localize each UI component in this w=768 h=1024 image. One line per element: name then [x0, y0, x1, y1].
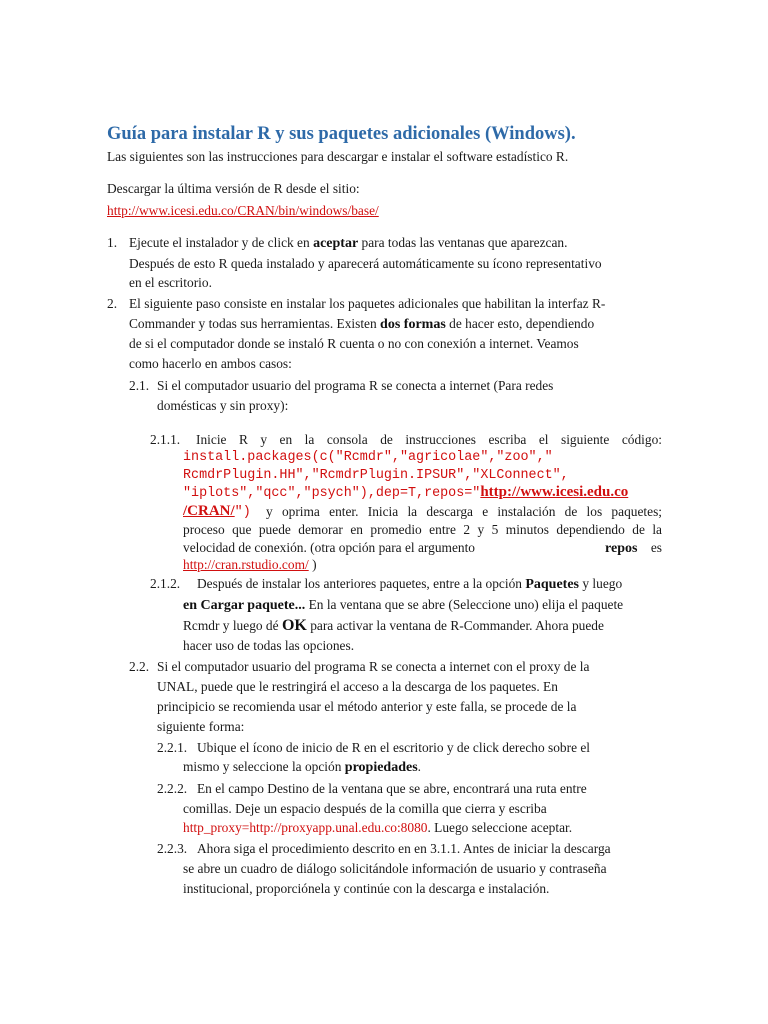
s211-line5: proceso que puede demorar en promedio entre 2 y 5 minutos dependiendo de la: [183, 522, 662, 537]
s212-number: 2.1.2.: [150, 576, 181, 591]
step2-text-c: de hacer esto, dependiendo: [449, 316, 595, 331]
s212-text-3a: Rcmdr y luego dé: [183, 618, 279, 633]
s22-line1: Si el computador usuario del programa R se conecta a internet con el proxy de la: [157, 659, 590, 674]
doc-title: Guía para instalar R y sus paquetes adicionales (Windows).: [107, 124, 576, 144]
step1-line3: en el escritorio.: [129, 275, 212, 290]
step2-line2: [129, 316, 594, 333]
s223-line1: Ahora siga el procedimiento descrito en en 3.1.1. Antes de iniciar la descarga: [197, 841, 611, 856]
step1-number: 1.: [107, 235, 118, 250]
s212-line4: hacer uso de todas las opciones.: [183, 638, 355, 653]
s212-text-c: y luego: [582, 576, 623, 591]
s211-rstudio-link[interactable]: http://cran.rstudio.com/: [183, 557, 309, 572]
s222-line2: comillas. Deje un espacio después de la comilla que cierra y escriba: [183, 801, 547, 816]
s212-line1: [197, 576, 622, 593]
s211-repo-link-cont[interactable]: /CRAN/: [183, 503, 235, 519]
step2-line3: de si el computador donde se instaló R cuenta o no con conexión a internet. Veamos: [129, 336, 579, 351]
s222-line3: [183, 820, 572, 836]
s223-line2: se abre un cuadro de diálogo solicitándole información de usuario y contraseña: [183, 861, 607, 876]
s221-line2: [183, 759, 421, 776]
intro-text: Las siguientes son las instrucciones para descargar e instalar el software estadístico R.: [107, 149, 569, 164]
download-link[interactable]: http://www.icesi.edu.co/CRAN/bin/windows/base/: [107, 203, 379, 218]
s21-number: 2.1.: [129, 378, 150, 393]
step2-line4: como hacerlo en ambos casos:: [129, 356, 292, 371]
s222-text-b: . Luego seleccione aceptar.: [427, 820, 573, 835]
s21-line2: domésticas y sin proxy):: [157, 398, 289, 413]
s211-code-line1: install.packages(c("Rcmdr","agricolae","zoo",": [183, 450, 553, 465]
s212-text-3c: para activar la ventana de R-Commander. Ahora puede: [310, 618, 604, 633]
step2-text-a: Commander y todas sus herramientas. Existen: [129, 316, 377, 331]
s22-number: 2.2.: [129, 659, 150, 674]
step1-line2: Después de esto R queda instalado y aparecerá automáticamente su ícono representativo: [129, 256, 602, 271]
s211-code4-end: "): [234, 505, 251, 520]
s221-dot: .: [417, 759, 422, 774]
s22-line3: principicio se recomienda usar el método anterior y este falla, se procede de la: [157, 699, 577, 714]
s211-code3-text: "iplots","qcc","psych"),dep=T,repos=": [183, 486, 481, 501]
step1-text-a: Ejecute el instalador y de click en: [129, 235, 310, 250]
s211-line4-rest: y oprima enter. Inicia la descarga e instalación de los paquetes;: [266, 504, 662, 519]
s222-line1: En el campo Destino de la ventana que se abre, encontrará una ruta entre: [197, 781, 587, 796]
s222-number: 2.2.2.: [157, 781, 188, 796]
s211-line1: Inicie R y en la consola de instrucciones escriba el siguiente código:: [196, 432, 662, 447]
s223-line3: institucional, proporciónela y continúe con la descarga e instalación.: [183, 881, 550, 896]
s211-line7: [183, 557, 317, 573]
download-label: Descargar la última versión de R desde el sitio:: [107, 181, 360, 196]
s211-es: es: [650, 540, 662, 555]
s223-number: 2.2.3.: [157, 841, 188, 856]
s212-text-a: Después de instalar los anteriores paquetes, entre a la opción: [197, 576, 522, 591]
step2-line1: El siguiente paso consiste en instalar los paquetes adicionales que habilitan la interfaz R-: [129, 296, 606, 311]
s22-line2: UNAL, puede que le restringirá el acceso a la descarga de los paquetes. En: [157, 679, 558, 694]
s212-ok: OK: [281, 617, 307, 634]
s211-line7-end: ): [312, 557, 317, 572]
s22-line4: siguiente forma:: [157, 719, 245, 734]
s221-number: 2.2.1.: [157, 740, 188, 755]
s211-repo-link[interactable]: http://www.icesi.edu.co: [480, 484, 629, 500]
step1-line1: [129, 235, 567, 252]
s212-paquetes: Paquetes: [525, 577, 580, 592]
s211-line6-text: velocidad de conexión. (otra opción para el argumento: [183, 540, 476, 555]
s221-text-a: mismo y seleccione la opción: [183, 759, 342, 774]
s212-line2: [183, 597, 623, 614]
step2-number: 2.: [107, 296, 118, 311]
s222-proxy-string: http_proxy=http://proxyapp.unal.edu.co:8080: [183, 820, 428, 835]
step1-text-c: para todas las ventanas que aparezcan.: [361, 235, 568, 250]
s221-line1: Ubique el ícono de inicio de R en el escritorio y de click derecho sobre el: [197, 740, 591, 755]
s211-code-line2: RcmdrPlugin.HH","RcmdrPlugin.IPSUR","XLConnect",: [183, 468, 569, 483]
step1-aceptar: aceptar: [313, 236, 359, 251]
s211-number: 2.1.1.: [150, 432, 181, 447]
s211-line6: [183, 540, 662, 557]
s212-cargar-paquete: en Cargar paquete...: [183, 598, 306, 613]
s212-line3: [183, 617, 604, 635]
s211-code-line3: [183, 484, 628, 501]
s212-text-2b: En la ventana que se abre (Seleccione uno) elija el paquete: [308, 597, 624, 612]
s221-propiedades: propiedades: [344, 760, 418, 775]
step2-dos-formas: dos formas: [380, 317, 446, 332]
s211-repos: repos: [605, 541, 638, 556]
s211-line4: [183, 503, 251, 520]
s21-line1: Si el computador usuario del programa R se conecta a internet (Para redes: [157, 378, 554, 393]
